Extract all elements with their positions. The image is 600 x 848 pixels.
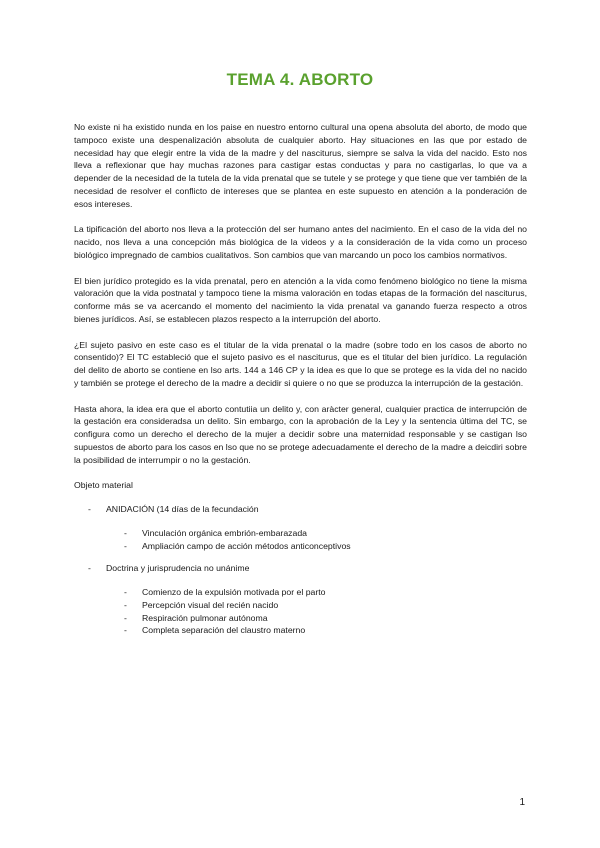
sub-list-item-text: Ampliación campo de acción métodos anticonceptivos (142, 540, 351, 551)
list-dash: - (124, 587, 127, 598)
page-number: 1 (519, 797, 525, 808)
sub-list (74, 527, 527, 553)
list-item (74, 503, 527, 552)
list-dash: - (124, 625, 127, 636)
sub-list-item (74, 624, 527, 637)
list-dash: - (88, 504, 91, 514)
sub-list-item (74, 527, 527, 540)
sub-list-item (74, 599, 527, 612)
sub-list-item (74, 586, 527, 599)
sub-list-item (74, 540, 527, 553)
list-item (74, 562, 527, 637)
list-dash: - (124, 599, 127, 610)
list-dash: - (124, 527, 127, 538)
list-item-text: ANIDACIÓN (14 días de la fecundación (106, 504, 259, 514)
paragraph: El bien jurídico protegido es la vida prenatal, pero en atención a la vida como fenómeno biológico no tiene la misma valoración que la vida postnatal y tampoco tiene la misma valoración en todas etapas de la formación del nasciturus, conforme más se va acercando el momento del nacimiento la vida prenatal va ganando fuerza respecto a otros bienes jurídicos. Así, se establecen plazos respecto a la interrupción del aborto. (74, 275, 527, 324)
document-body (74, 121, 527, 647)
paragraph: No existe ni ha existido nunda en los paise en nuestro entorno cultural una opena absoluta del aborto, de modo que tampoco existe una despenalización absoluta de cualquier aborto. Hay situaciones en las que por estado de necesidad hay que elegir entre la vida de la madre y del nasciturus, siempre se salva la vida del nacido. Esto nos lleva a reflexionar que hay muchas razones para castigar estas conductas y para no castigarlas, lo que va a depender de la necesidad de la tutela de la vida prenatal que se tutele y se protege y que tiene que ver también de la necesidad de resolver el conflicto de intereses que se plantea en este supuesto en atención a la ponderación de esos intereses. (74, 122, 527, 209)
paragraph: Hasta ahora, la idea era que el aborto contutiia un delito y, con aràcter general, cualquier practica de interrupción de la gestación era consideradsa un delito. Sin embargo, con la aprobación de la Ley y la sentencia última del TC, se configura como un derecho el derecho de la mujer a decidir sobre una maternidad responsable y se castigan lso supuestos de aborto para los casos en lso que no se protege adecuadamente el derecho de la madre a deicdiri sobre la posibilidad de interrumpir o no la gestación. (74, 403, 527, 465)
sub-list-item-text: Percepción visual del recién nacido (142, 599, 279, 610)
outline-list (74, 503, 527, 637)
list-item-text: Doctrina y jurisprudencia no unánime (106, 563, 250, 574)
list-dash: - (124, 540, 127, 551)
sub-list-item-text: Comienzo de la expulsión motivada por el parto (142, 587, 326, 598)
section-label: Objeto material (74, 480, 133, 491)
page-title: TEMA 4. ABORTO (226, 70, 374, 89)
sub-list-item-text: Vinculación orgánica embrión-embarazada (142, 527, 307, 538)
paragraph: ¿El sujeto pasivo en este caso es el titular de la vida prenatal o la madre (sobre todo en los casos de aborto no consentido)? El TC estableció que el sujeto pasivo es el nasciturus, que es el titular del bien jurídico. La regulación del delito de aborto se contiene en lso arts. 144 a 146 CP y la idea es que lo que se protege es la vida del no nacido y también se protege el derecho de la madre a decidir si quiere o no que se produzca la interrupción de la gestación. (74, 339, 527, 388)
sub-list-item-text: Completa separación del claustro materno (142, 625, 306, 636)
sub-list-item (74, 612, 527, 625)
list-dash: - (88, 563, 91, 574)
paragraph: La tipificación del aborto nos lleva a la protección del ser humano antes del nacimiento. En el caso de la vida del no nacido, nos lleva a una concepción más biológica de la videos y a la consideración de la vida como un proceso biológico impregnado de cambios cualitativos. Son cambios que van marcando un poco los cambios normativos. (74, 224, 527, 260)
sub-list (74, 586, 527, 637)
sub-list-item-text: Respiración pulmonar autónoma (142, 612, 268, 623)
list-dash: - (124, 612, 127, 623)
